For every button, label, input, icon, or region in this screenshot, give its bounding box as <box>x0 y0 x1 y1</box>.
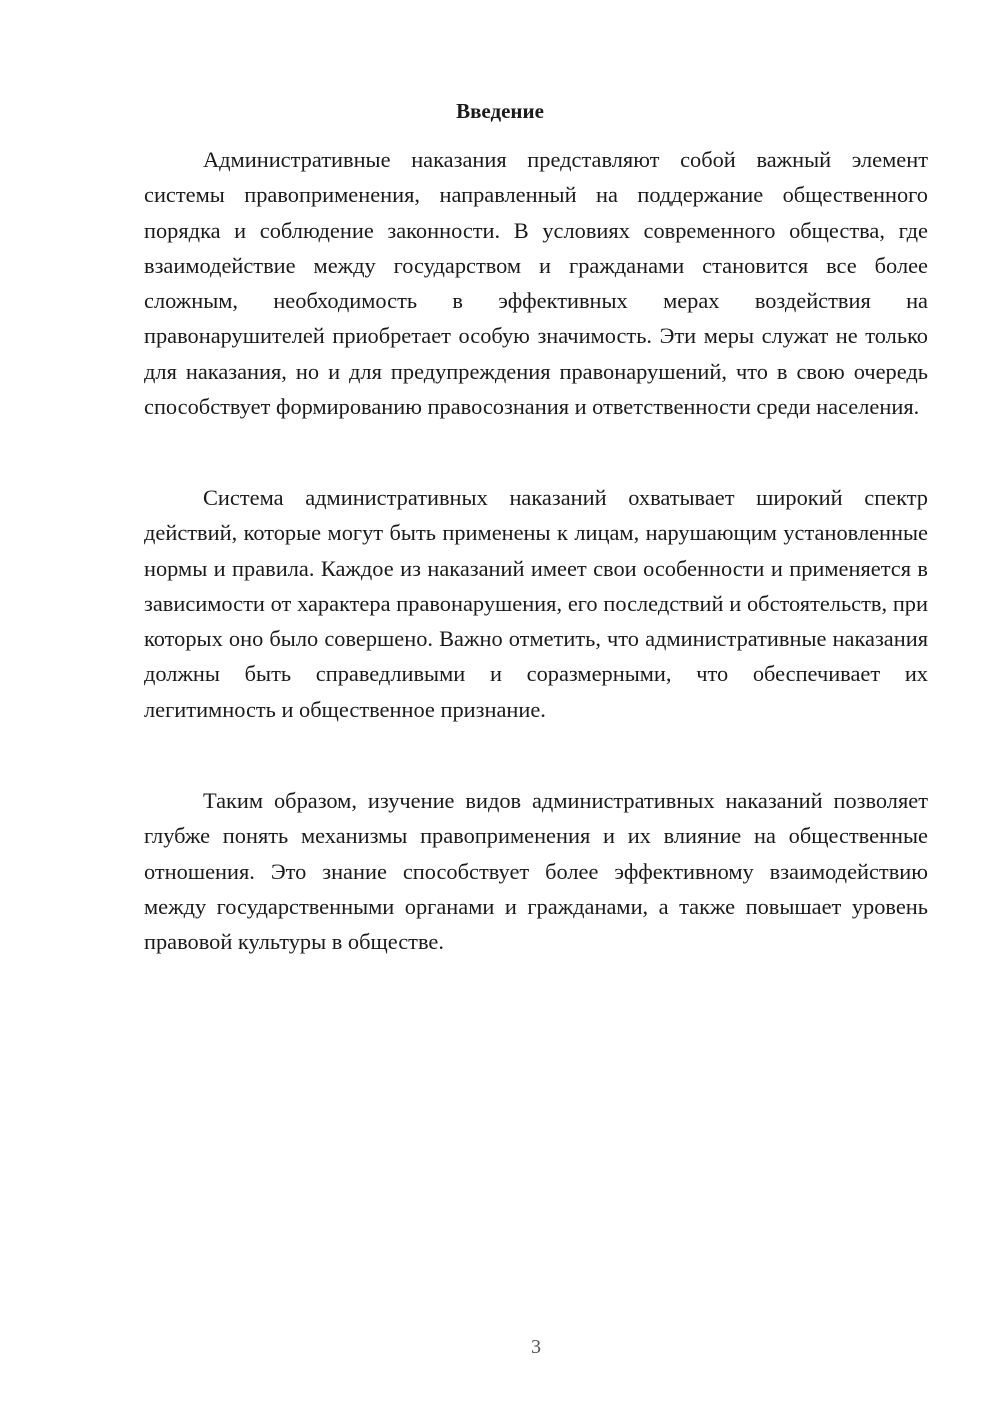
paragraph-2-block <box>144 480 928 727</box>
paragraph-1: Административные наказания представляют собой важный элемент системы правоприменения, направленный на поддержание общественного порядка и соблюдение законности. В условиях современного общества, где взаимодействие между государством и гражданами становится все более сложным, необходимость в эффективных мерах воздействия на правонарушителей приобретает особую значимость. Эти меры служат не только для наказания, но и для предупреждения правонарушений, что в свою очередь способствует формированию правосознания и ответственности среди населения. <box>144 147 928 420</box>
paragraph-3-block <box>144 783 928 959</box>
paragraph-3: Таким образом, изучение видов административных наказаний позволяет глубже понять механизмы правоприменения и их влияние на общественные отношения. Это знание способствует более эффективному взаимодействию между государственными органами и гражданами, а также повышает уровень правовой культуры в обществе. <box>144 788 928 955</box>
page-number: 3 <box>531 1336 541 1358</box>
paragraph-1-block <box>144 142 928 424</box>
paragraph-2: Система административных наказаний охватывает широкий спектр действий, которые могут быть применены к лицам, нарушающим установленные нормы и правила. Каждое из наказаний имеет свои особенности и применяется в зависимости от характера правонарушения, его последствий и обстоятельств, при которых оно было совершено. Важно отметить, что административные наказания должны быть справедливыми и соразмерными, что обеспечивает их легитимность и общественное признание. <box>144 485 928 722</box>
section-heading-text: Введение <box>456 99 544 123</box>
section-heading <box>0 97 928 125</box>
